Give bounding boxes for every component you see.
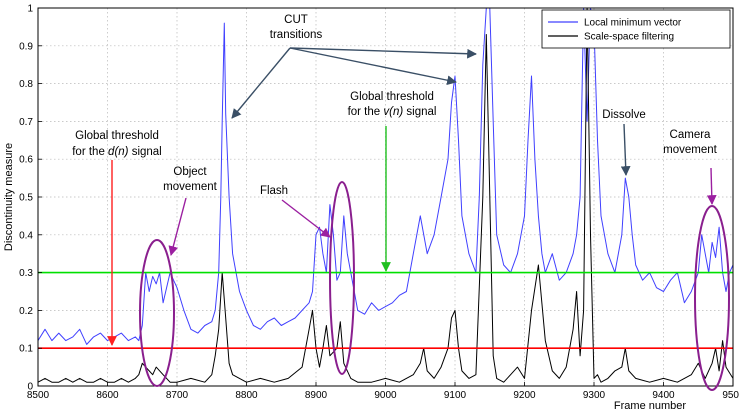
x-tick-label: 8900: [304, 390, 328, 401]
x-axis-label: Frame number: [613, 400, 687, 412]
y-tick-label: 0.5: [19, 192, 33, 204]
x-tick-label: 9200: [513, 390, 536, 401]
x-tick-label: 9100: [443, 390, 467, 401]
annotation-global-dn-text: Global threshold: [75, 130, 159, 142]
annotation-global-vn-text: Global threshold: [350, 91, 434, 103]
legend-label: Local minimum vector: [584, 17, 682, 29]
y-tick-label: 0.9: [19, 41, 33, 53]
y-tick-label: 1: [27, 3, 33, 15]
annotation-cut-text: transitions: [269, 29, 323, 41]
annotation-camera-text: Camera: [669, 129, 711, 141]
y-tick-label: 0.8: [19, 79, 33, 91]
x-tick-label: 9300: [582, 390, 606, 401]
y-axis-label: Discontinuity measure: [3, 142, 15, 252]
y-tick-label: 0: [27, 381, 33, 393]
annotation-object-text: Object: [173, 166, 207, 178]
y-tick-label: 0.7: [19, 116, 33, 128]
x-tick-label: 8500: [26, 390, 50, 401]
annotation-object-text: movement: [163, 181, 217, 193]
x-tick-label: 8700: [165, 390, 189, 401]
x-tick-label: 8600: [96, 390, 119, 401]
annotation-camera-text: movement: [663, 144, 717, 156]
annotation-flash-text: Flash: [259, 185, 289, 197]
annotation-dissolve-text: Dissolve: [602, 109, 646, 121]
annotation-global-dn-text: for the d(n) signal: [72, 146, 162, 158]
y-tick-label: 0.2: [19, 305, 33, 317]
x-tick-label: 9000: [374, 390, 397, 401]
legend-label: Scale-space filtering: [584, 31, 675, 43]
x-tick-label: 8800: [235, 390, 258, 401]
x-tick-label: 950: [722, 390, 739, 401]
y-tick-label: 0.1: [19, 343, 33, 355]
annotation-global-vn-text: for the v(n) signal: [347, 106, 437, 118]
annotation-cut-text: CUT: [284, 14, 308, 26]
legend: [542, 10, 730, 48]
camera-arrow: [711, 168, 712, 204]
y-tick-label: 0.3: [19, 268, 33, 280]
y-tick-label: 0.6: [19, 154, 33, 166]
y-tick-label: 0.4: [19, 230, 33, 242]
x-tick-label: 9400: [652, 390, 675, 401]
